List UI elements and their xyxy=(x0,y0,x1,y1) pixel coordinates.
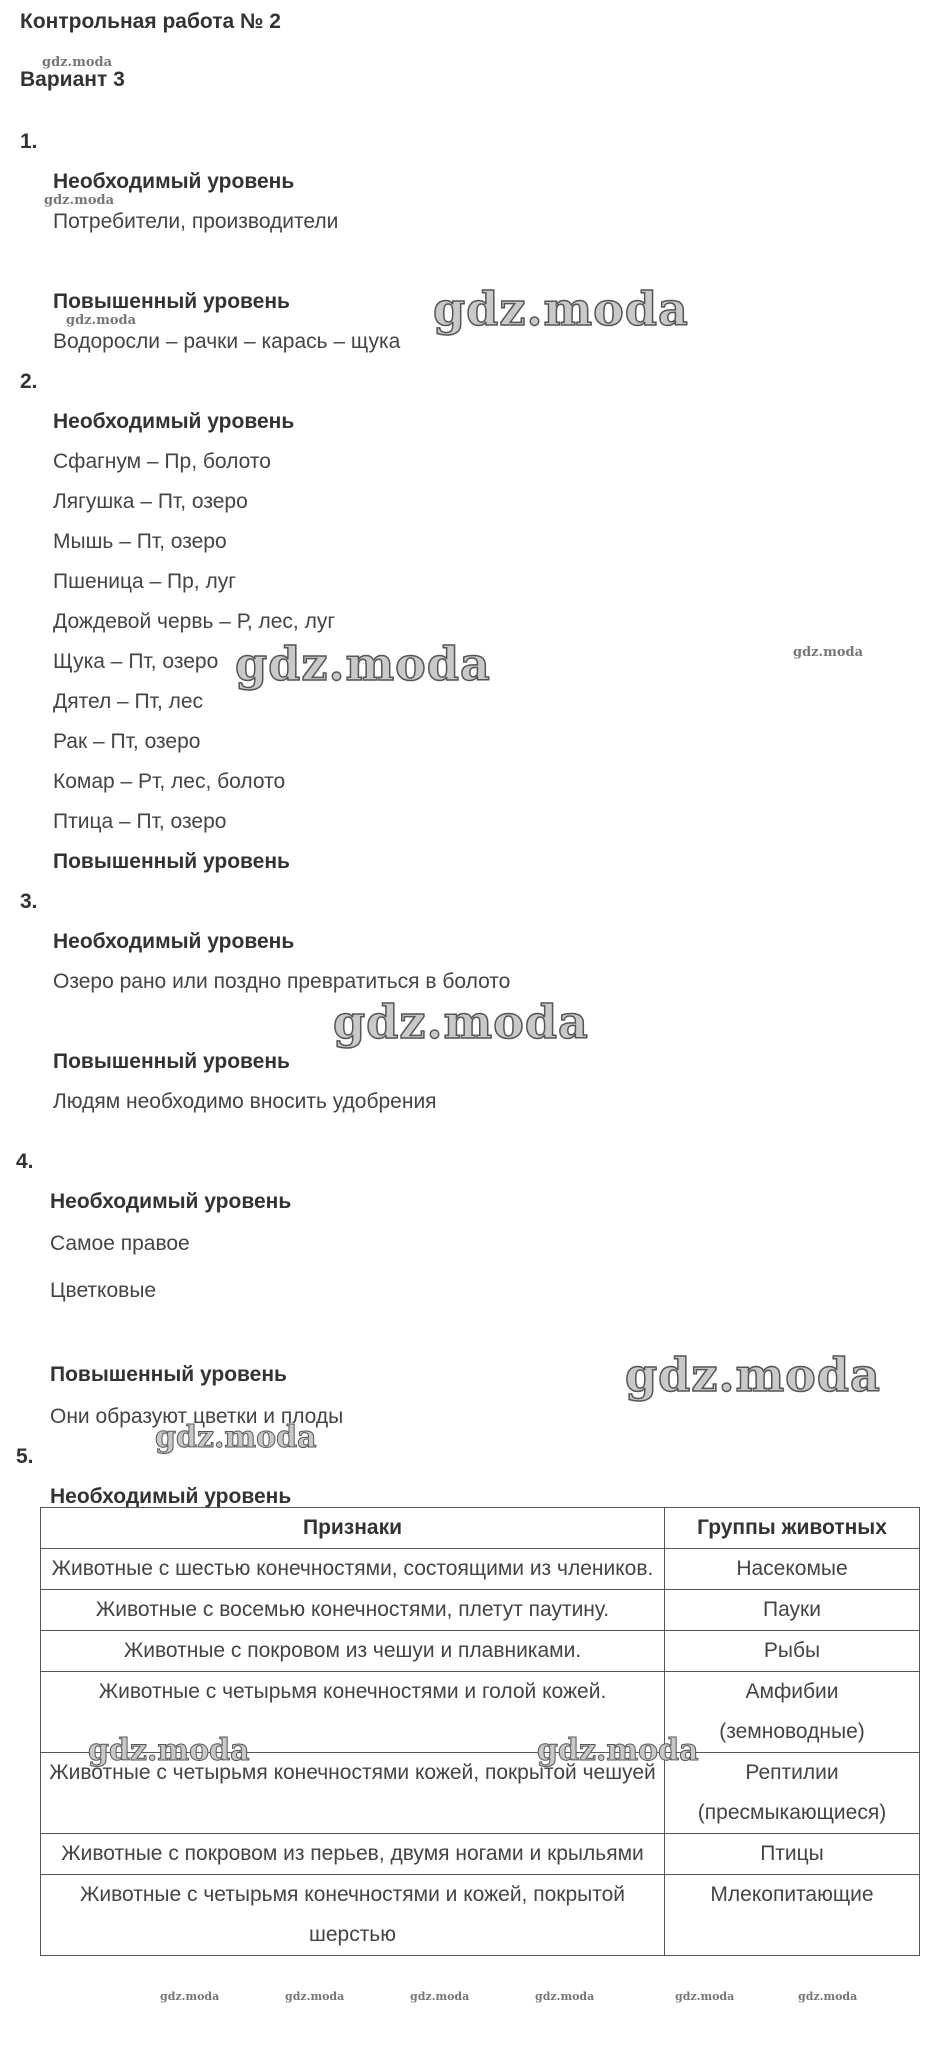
watermark-logo: gdz.moda xyxy=(410,1990,470,2003)
variant-label: Вариант 3 xyxy=(20,68,125,91)
task-2-line: Дождевой червь – Р, лес, луг xyxy=(53,610,336,633)
watermark-logo: gdz.moda xyxy=(160,1990,220,2003)
feature-cell: Животные с четырьмя конечностями и кожей, покрытой шерстью xyxy=(41,1875,665,1956)
task-2-line: Птица – Пт, озеро xyxy=(53,810,227,833)
column-header-groups: Группы животных xyxy=(665,1508,920,1549)
task-1-advanced-line: Водоросли – рачки – карась – щука xyxy=(53,330,401,353)
group-cell: Амфибии (земноводные) xyxy=(665,1672,920,1753)
group-cell: Насекомые xyxy=(665,1549,920,1590)
task-5-number: 5. xyxy=(16,1445,34,1468)
page-title: Контрольная работа № 2 xyxy=(20,10,281,33)
watermark-logo: gdz.moda xyxy=(155,1420,317,1455)
table-row xyxy=(41,1590,920,1631)
task-2-number: 2. xyxy=(20,370,38,393)
table-row xyxy=(41,1631,920,1672)
watermark-logo: gdz.moda xyxy=(333,995,589,1049)
watermark-logo: gdz.moda xyxy=(537,1733,699,1768)
task-4-basic-line: Цветковые xyxy=(50,1279,157,1302)
task-3-number: 3. xyxy=(20,890,38,913)
task-2-basic-label: Необходимый уровень xyxy=(53,410,295,433)
watermark-logo: gdz.moda xyxy=(235,637,491,691)
task-2-line: Щука – Пт, озеро xyxy=(53,650,219,673)
feature-cell: Животные с покровом из чешуи и плавниками. xyxy=(41,1631,665,1672)
group-cell: Млекопитающие xyxy=(665,1875,920,1956)
task-1-basic-line: Потребители, производители xyxy=(53,210,339,233)
watermark-logo: gdz.moda xyxy=(798,1990,858,2003)
table-row xyxy=(41,1834,920,1875)
feature-cell: Животные с четырьмя конечностями и голой кожей. xyxy=(41,1672,665,1753)
column-header-features: Признаки xyxy=(41,1508,665,1549)
watermark-logo: gdz.moda xyxy=(675,1990,735,2003)
task-3-advanced-label: Повышенный уровень xyxy=(53,1050,290,1073)
feature-cell: Животные с покровом из перьев, двумя ногами и крыльями xyxy=(41,1834,665,1875)
watermark-logo: gdz.moda xyxy=(88,1733,250,1768)
watermark-logo: gdz.moda xyxy=(793,645,864,660)
task-1-number: 1. xyxy=(20,130,38,153)
task-2-line: Дятел – Пт, лес xyxy=(53,690,204,713)
feature-cell: Животные с восемью конечностями, плетут паутину. xyxy=(41,1590,665,1631)
task-5-basic-label: Необходимый уровень xyxy=(50,1485,292,1508)
task-4-basic-label: Необходимый уровень xyxy=(50,1190,292,1213)
task-2-line: Мышь – Пт, озеро xyxy=(53,530,227,553)
table-row xyxy=(41,1875,920,1956)
task-4-basic-line: Самое правое xyxy=(50,1232,190,1255)
table-row xyxy=(41,1549,920,1590)
task-2-advanced-label: Повышенный уровень xyxy=(53,850,290,873)
animal-groups-table xyxy=(40,1507,920,1956)
task-2-line: Лягушка – Пт, озеро xyxy=(53,490,248,513)
task-2-line: Сфагнум – Пр, болото xyxy=(53,450,271,473)
task-1-advanced-label: Повышенный уровень xyxy=(53,290,290,313)
watermark-logo: gdz.moda xyxy=(285,1990,345,2003)
table-header-row xyxy=(41,1508,920,1549)
group-cell: Рептилии (пресмыкающиеся) xyxy=(665,1753,920,1834)
group-cell: Пауки xyxy=(665,1590,920,1631)
task-4-number: 4. xyxy=(16,1150,34,1173)
task-2-line: Пшеница – Пр, луг xyxy=(53,570,236,593)
feature-cell: Животные с шестью конечностями, состоящими из члеников. xyxy=(41,1549,665,1590)
watermark-logo: gdz.moda xyxy=(42,55,113,70)
task-3-basic-line: Озеро рано или поздно превратиться в болото xyxy=(53,970,511,993)
group-cell: Рыбы xyxy=(665,1631,920,1672)
watermark-logo: gdz.moda xyxy=(66,313,137,328)
watermark-logo: gdz.moda xyxy=(433,282,689,336)
task-4-advanced-label: Повышенный уровень xyxy=(50,1363,287,1386)
task-1-basic-label: Необходимый уровень xyxy=(53,170,295,193)
group-cell: Птицы xyxy=(665,1834,920,1875)
task-3-basic-label: Необходимый уровень xyxy=(53,930,295,953)
task-2-line: Комар – Рт, лес, болото xyxy=(53,770,286,793)
watermark-logo: gdz.moda xyxy=(625,1348,881,1402)
task-4-advanced-line: Они образуют цветки и плоды xyxy=(50,1405,344,1428)
feature-cell: Животные с четырьмя конечностями кожей, покрытой чешуей xyxy=(41,1753,665,1834)
task-3-advanced-line: Людям необходимо вносить удобрения xyxy=(53,1090,437,1113)
task-2-line: Рак – Пт, озеро xyxy=(53,730,201,753)
watermark-logo: gdz.moda xyxy=(535,1990,595,2003)
watermark-logo: gdz.moda xyxy=(44,193,115,208)
